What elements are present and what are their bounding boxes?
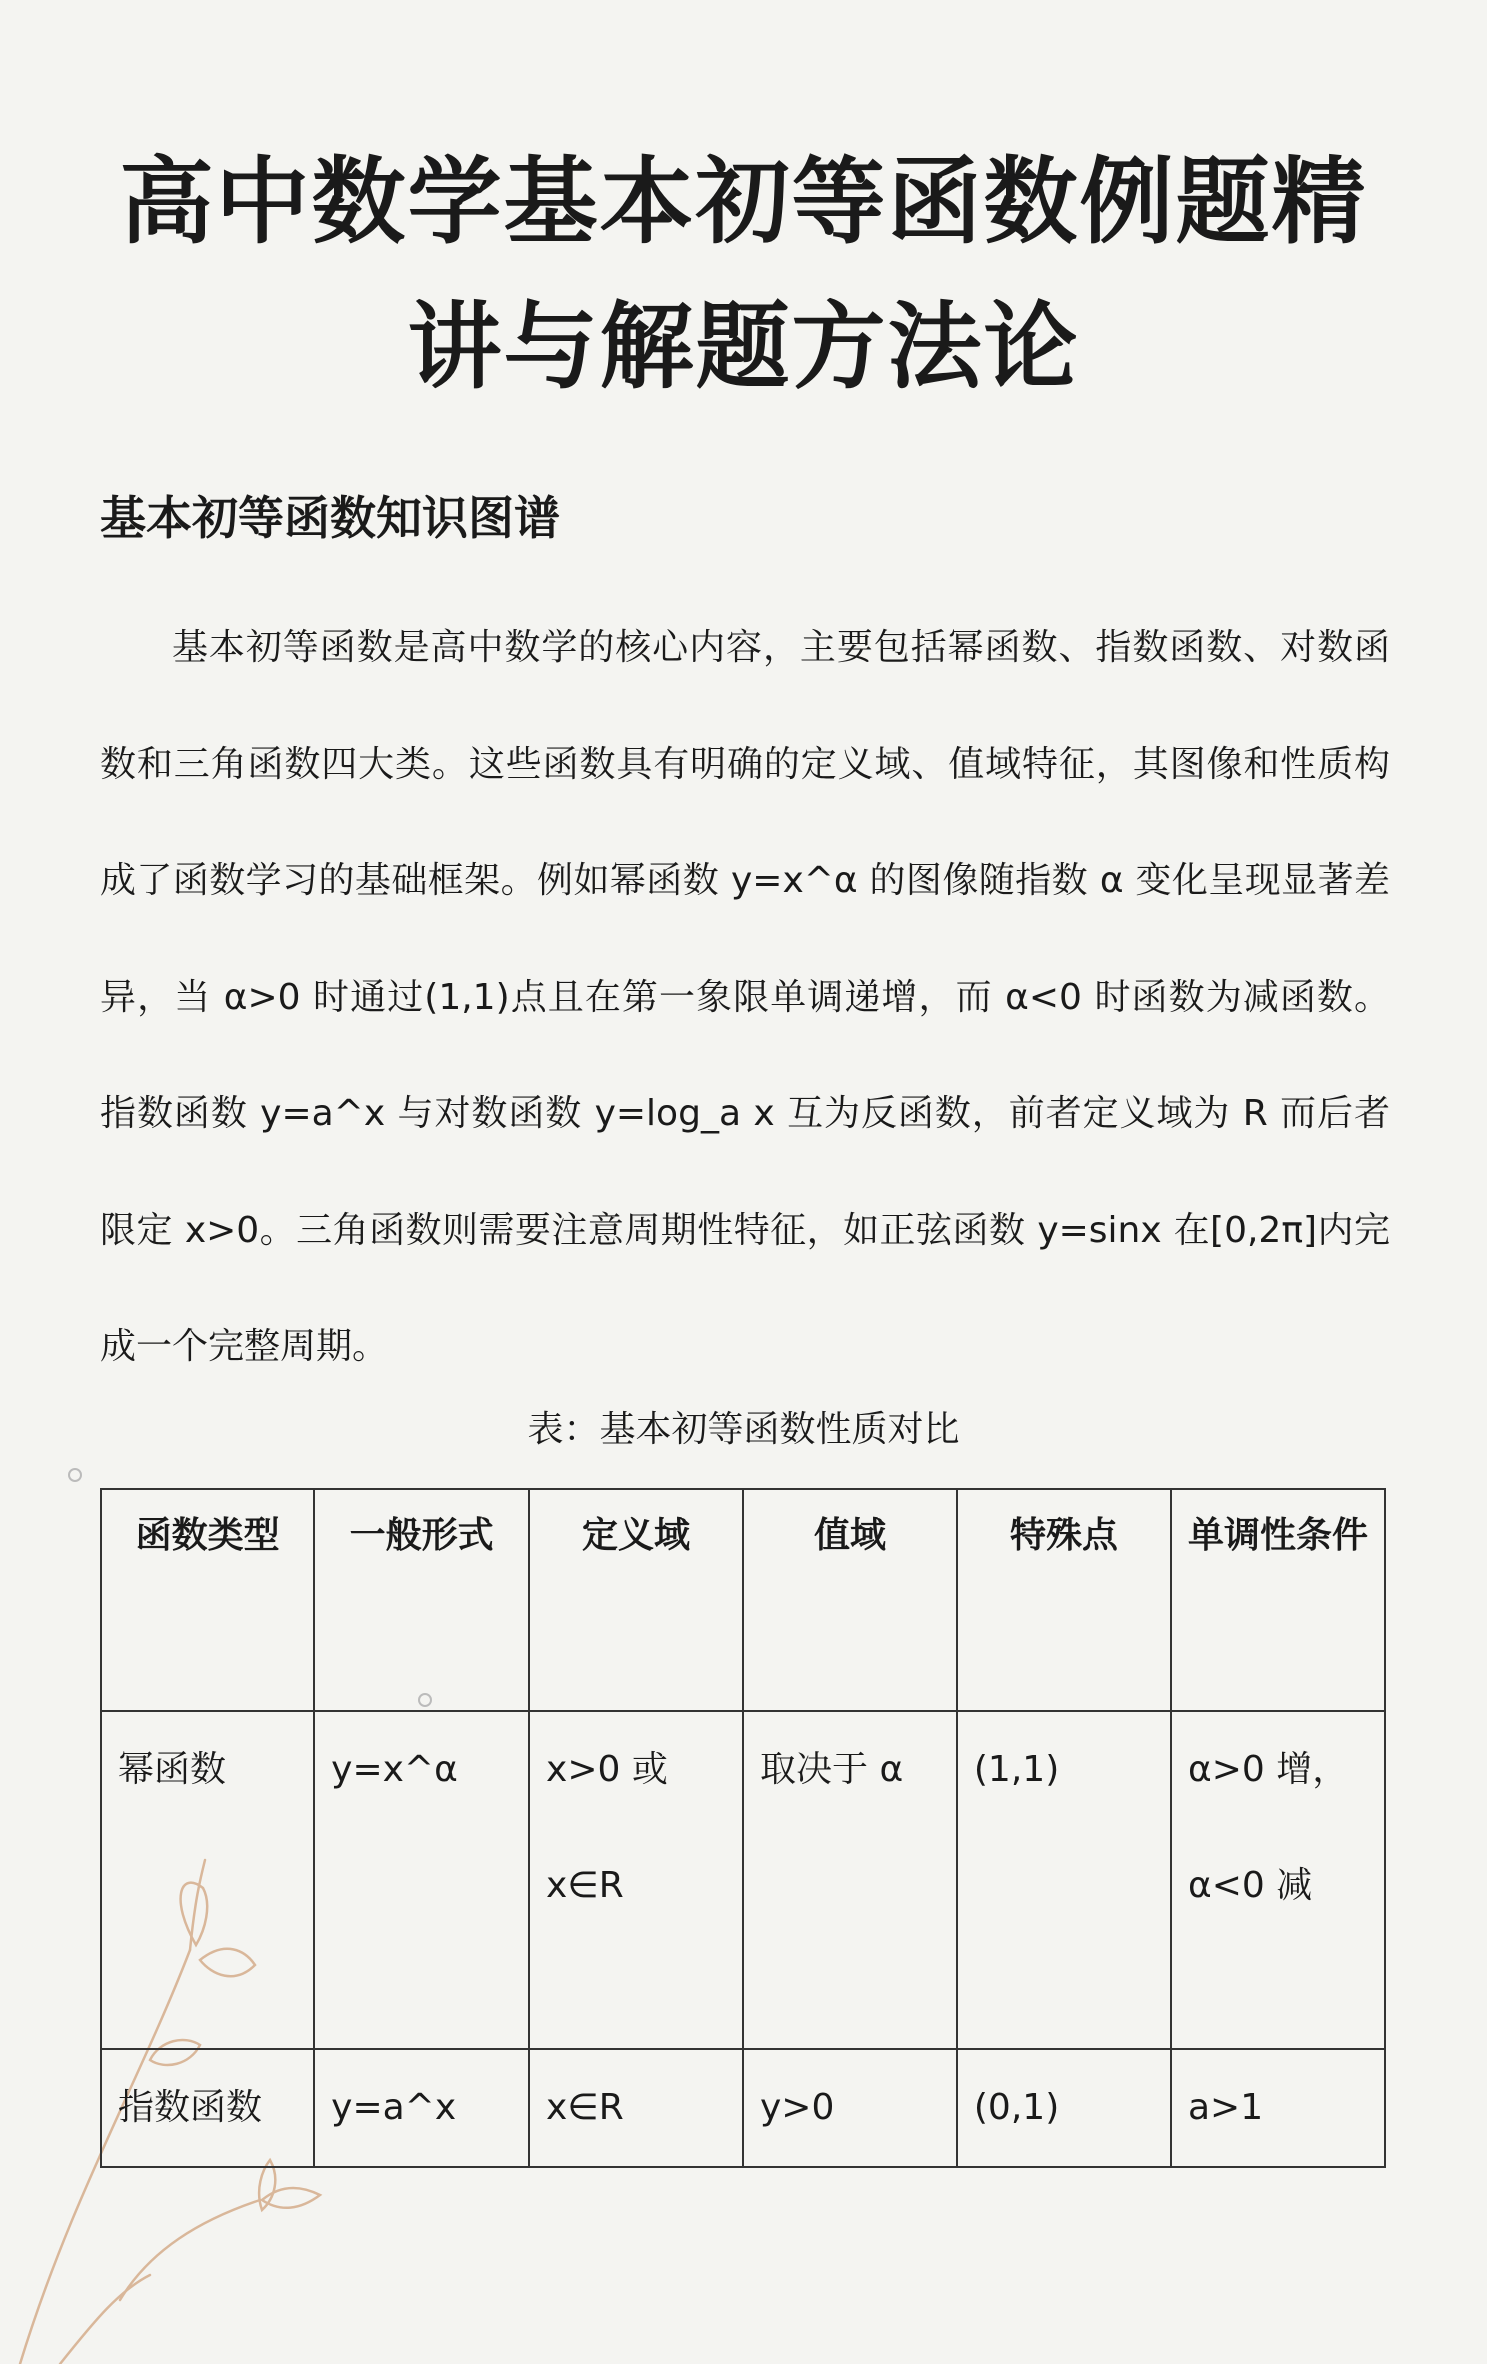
table-header-cell: 特殊点 xyxy=(957,1489,1171,1711)
table-row xyxy=(101,2049,1385,2167)
branch-lower xyxy=(120,2200,260,2300)
table-row xyxy=(101,1711,1385,2049)
branch-bottom xyxy=(60,2275,150,2364)
table-cell: y=x^α xyxy=(314,1711,529,2049)
table-header-row xyxy=(101,1489,1385,1711)
table-cell: α>0 增，α<0 减 xyxy=(1171,1711,1385,2049)
table-cell: y=a^x xyxy=(314,2049,529,2167)
leaf-4 xyxy=(262,2188,320,2208)
table-cell: 取决于 α xyxy=(743,1711,957,2049)
table-header-cell: 函数类型 xyxy=(101,1489,314,1711)
table-header-cell: 值域 xyxy=(743,1489,957,1711)
table-cell: (1,1) xyxy=(957,1711,1171,2049)
table-cell: 指数函数 xyxy=(101,2049,314,2167)
function-properties-table xyxy=(100,1488,1386,2168)
table-cell: x∈R xyxy=(529,2049,743,2167)
table-cell: a>1 xyxy=(1171,2049,1385,2167)
table-cell: x>0 或 x∈R xyxy=(529,1711,743,2049)
dot-decoration xyxy=(69,1469,81,1481)
table-cell: (0,1) xyxy=(957,2049,1171,2167)
table-caption: 表：基本初等函数性质对比 xyxy=(527,1409,960,1450)
section-heading: 基本初等函数知识图谱 xyxy=(100,491,560,545)
table-cell: y>0 xyxy=(743,2049,957,2167)
table-header-cell: 定义域 xyxy=(529,1489,743,1711)
table-header-cell: 一般形式 xyxy=(314,1489,529,1711)
table-cell: 幂函数 xyxy=(101,1711,314,2049)
body-paragraph: 基本初等函数是高中数学的核心内容，主要包括幂函数、指数函数、对数函数和三角函数四大类。这些函数具有明确的定义域、值域特征，其图像和性质构成了函数学习的基础框架。例如幂函数 y=x^α 的图像随指数 α 变化呈现显著差异，当 α>0 时通过(1,1)点且在第一象限单调递增，而 α<0 时函数为减函数。指数函数 y=a^x 与对数函数 y=log_a x 互为反函数，前者定义域为 R 而后者限定 x>0。三角函数则需要注意周期性特征，如正弦函数 y=sinx 在[0,2π]内完成一个完整周期。 xyxy=(100,627,1390,1367)
document-title: 高中数学基本初等函数例题精讲与解题方法论 xyxy=(119,148,1368,402)
table-header-cell: 单调性条件 xyxy=(1171,1489,1385,1711)
